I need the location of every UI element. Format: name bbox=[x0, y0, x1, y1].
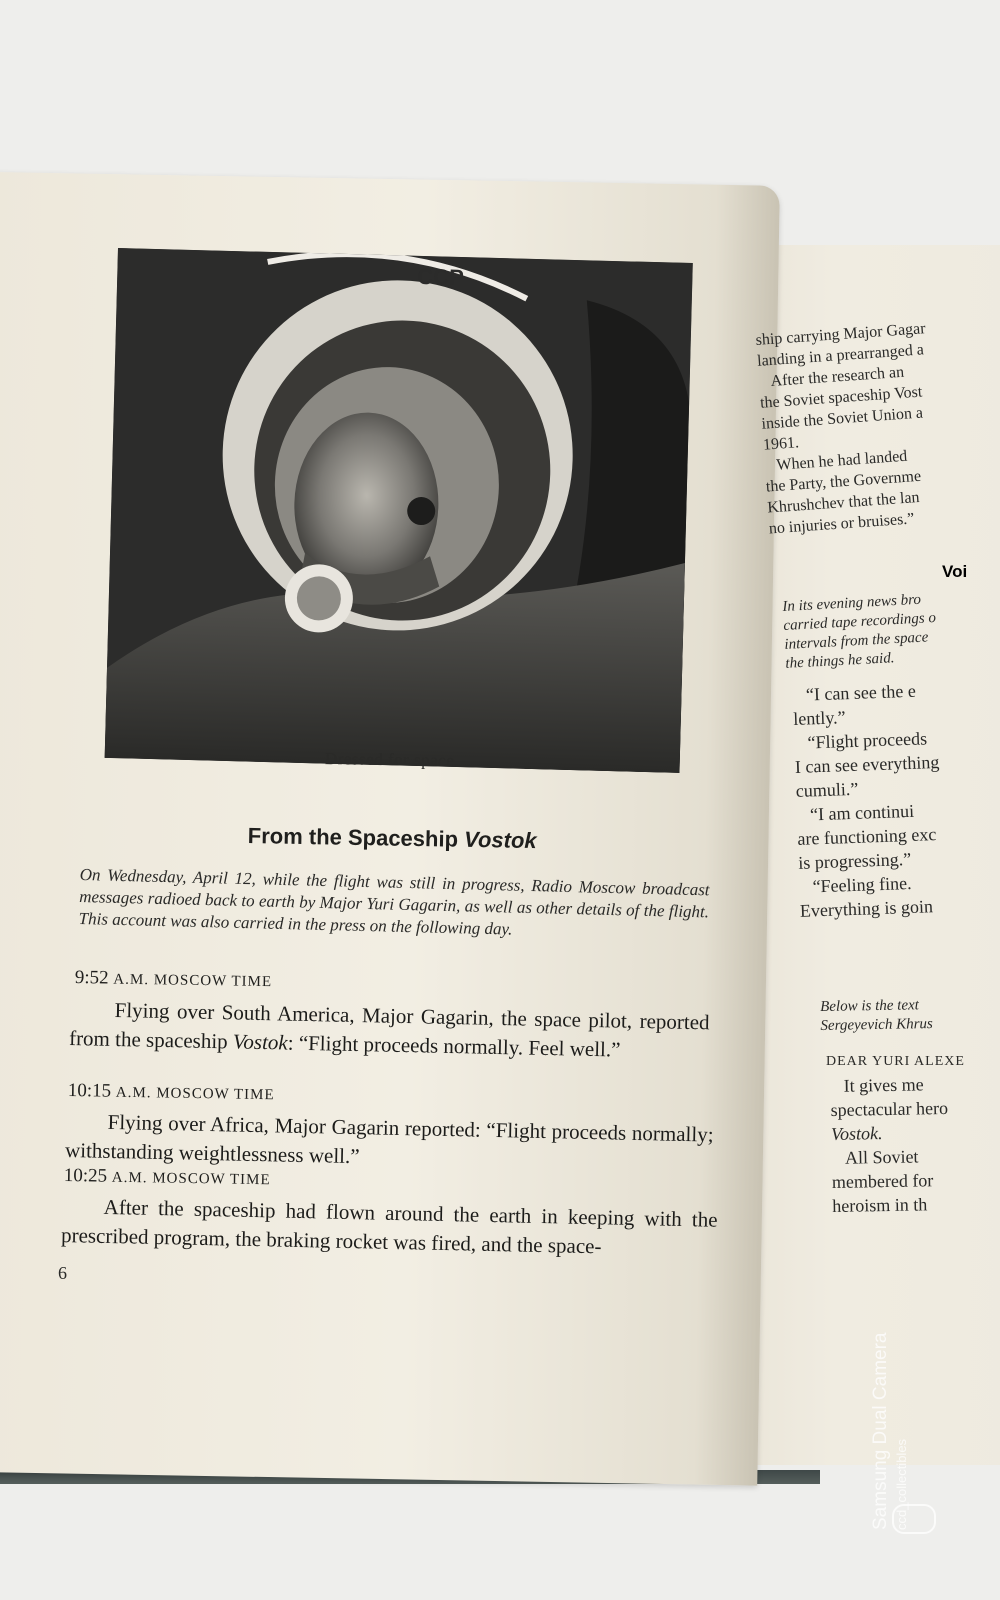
text-line: heroism in th bbox=[832, 1194, 928, 1216]
section-heading-partial: Voi bbox=[942, 562, 968, 581]
article-headline bbox=[248, 823, 537, 854]
photo-caption: Dressed for space. bbox=[324, 749, 460, 770]
time-zone: A.M. MOSCOW TIME bbox=[111, 1169, 271, 1189]
text-line: Sergeyevich Khrus bbox=[820, 1016, 933, 1034]
text-line: It gives me bbox=[830, 1074, 924, 1096]
camera-watermark bbox=[870, 1333, 909, 1530]
text-line: intervals from the space bbox=[784, 629, 929, 653]
text-line: “I am continui bbox=[796, 800, 915, 825]
text-line: After the research an bbox=[758, 363, 905, 391]
helmet-lettering: CCP bbox=[417, 263, 465, 291]
article-intro: On Wednesday, April 12, while the flight was still in progress, Radio Moscow broadcast messages radioed back to earth by Major Yuri Gagarin, as well as other details of the flight. This account was also carried in the press on the following day. bbox=[78, 864, 710, 939]
entry-text: Flying over South America, Major Gagarin, the space pilot, reported from the spaceship bbox=[68, 997, 710, 1054]
text-line: Everything is goin bbox=[799, 896, 934, 921]
text-line: “Feeling fine. bbox=[798, 872, 912, 897]
entry-paragraph: Flying over Africa, Major Gagarin reported: “Flight proceeds normally; withstanding weightlessness well.” bbox=[64, 1109, 714, 1169]
text-line: “I can see the e bbox=[792, 680, 917, 705]
time-heading bbox=[68, 1080, 275, 1105]
text-line: spectacular hero bbox=[830, 1097, 949, 1120]
text-line: I can see everything bbox=[794, 751, 940, 777]
letter-salutation: DEAR YURI ALEXE bbox=[826, 1054, 965, 1069]
text-line: inside the Soviet Union a bbox=[760, 404, 924, 433]
right-column-italic bbox=[782, 584, 1000, 674]
entry-ship-name: Vostok bbox=[232, 1029, 289, 1055]
time-heading bbox=[64, 1165, 271, 1190]
headline-ship-name: Vostok bbox=[463, 826, 537, 854]
entry-text-end: : “Flight proceeds normally. Feel well.” bbox=[287, 1030, 621, 1062]
right-column-top bbox=[755, 312, 1000, 540]
text-line: carried tape recordings o bbox=[783, 609, 937, 634]
time-value: 10:15 bbox=[67, 1080, 112, 1102]
text-line: “Flight proceeds bbox=[793, 728, 928, 753]
text-line: the Party, the Governme bbox=[765, 467, 922, 496]
right-column-letter bbox=[830, 1069, 1000, 1218]
text-line: ship carrying Major Gagar bbox=[755, 320, 927, 349]
right-column-letter-intro bbox=[820, 993, 1000, 1036]
watermark-main: Samsung Dual Camera bbox=[870, 1332, 891, 1530]
time-zone: A.M. MOSCOW TIME bbox=[115, 1084, 275, 1104]
headline-text: From the Spaceship bbox=[247, 823, 465, 852]
text-line: the things he said. bbox=[785, 650, 895, 672]
time-value: 10:25 bbox=[63, 1165, 108, 1187]
text-line: lently.” bbox=[792, 707, 846, 729]
text-line: no injuries or bruises.” bbox=[768, 510, 915, 538]
entry-paragraph: After the spaceship had flown around the earth in keeping with the prescribed program, the braking rocket was fired, and the space- bbox=[60, 1194, 718, 1259]
time-value: 9:52 bbox=[74, 967, 109, 989]
text-line: landing in a prearranged a bbox=[756, 341, 925, 370]
watermark-sub: ccd_collectibles bbox=[894, 1438, 909, 1530]
text-line: 1961. bbox=[762, 434, 800, 454]
text-line: are functioning exc bbox=[797, 824, 937, 849]
text-line: Khrushchev that the lan bbox=[766, 488, 921, 517]
text-line: is progressing.” bbox=[797, 848, 912, 873]
time-heading bbox=[75, 967, 273, 992]
page-number: 6 bbox=[58, 1263, 67, 1283]
text-line: In its evening news bro bbox=[782, 591, 922, 615]
text-line: membered for bbox=[831, 1170, 934, 1192]
text-line: cumuli.” bbox=[795, 778, 859, 801]
right-column-quotes bbox=[792, 674, 1000, 923]
text-line: Vostok. bbox=[830, 1123, 883, 1144]
text-line: When he had landed bbox=[763, 447, 908, 475]
text-line: All Soviet bbox=[831, 1146, 919, 1168]
astronaut-photo bbox=[105, 248, 693, 773]
text-line: the Soviet spaceship Vost bbox=[759, 383, 923, 412]
time-zone: A.M. MOSCOW TIME bbox=[113, 971, 273, 991]
text-line: Below is the text bbox=[820, 997, 920, 1015]
